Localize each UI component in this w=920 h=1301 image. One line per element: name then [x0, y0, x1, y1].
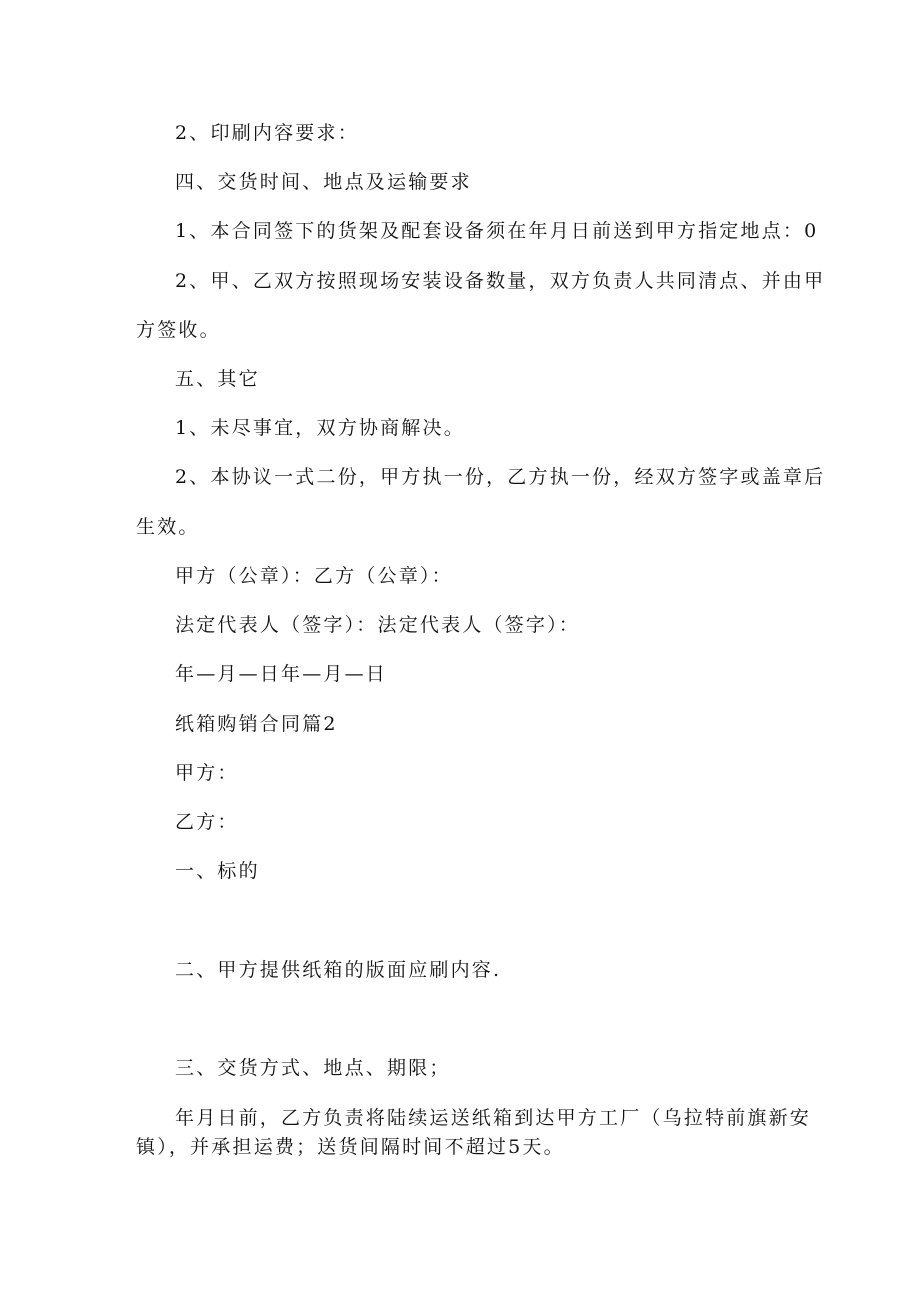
paragraph-negotiation: 1、未尽事宜，双方协商解决。 [175, 417, 465, 439]
paragraph-delivery-terms: 年月日前，乙方负责将陆续运送纸箱到达甲方工厂（乌拉特前旗新安 [175, 1107, 812, 1129]
section-heading-delivery: 四、交货时间、地点及运输要求 [175, 171, 472, 193]
paragraph-print-requirements: 2、印刷内容要求： [175, 122, 359, 144]
paragraph-delivery-deadline: 1、本合同签下的货架及配套设备须在年月日前送到甲方指定地点：0 [175, 220, 819, 242]
paragraph-inspection-continued: 方签收。 [136, 319, 221, 341]
party-a-line: 甲方： [175, 762, 239, 784]
section-heading-delivery-terms: 三、交货方式、地点、期限； [175, 1057, 451, 1079]
paragraph-copies: 2、本协议一式二份，甲方执一份，乙方执一份，经双方签字或盖章后 [175, 466, 826, 488]
signature-date-line: 年—月—日年—月—日 [175, 663, 388, 685]
section-heading-other: 五、其它 [175, 368, 260, 390]
section-heading-subject: 一、标的 [175, 860, 260, 882]
signature-seal-line: 甲方（公章）：乙方（公章）： [175, 565, 453, 587]
signature-representative-line: 法定代表人（签字）：法定代表人（签字）： [175, 614, 581, 636]
paragraph-inspection: 2、甲、乙双方按照现场安装设备数量，双方负责人共同清点、并由甲 [175, 270, 826, 292]
paragraph-copies-continued: 生效。 [136, 516, 200, 538]
contract-title: 纸箱购销合同篇2 [175, 713, 338, 735]
paragraph-delivery-terms-continued: 镇），并承担运费；送货间隔时间不超过5天。 [136, 1136, 565, 1158]
party-b-line: 乙方： [175, 811, 239, 833]
section-heading-print-content: 二、甲方提供纸箱的版面应刷内容. [175, 959, 502, 981]
